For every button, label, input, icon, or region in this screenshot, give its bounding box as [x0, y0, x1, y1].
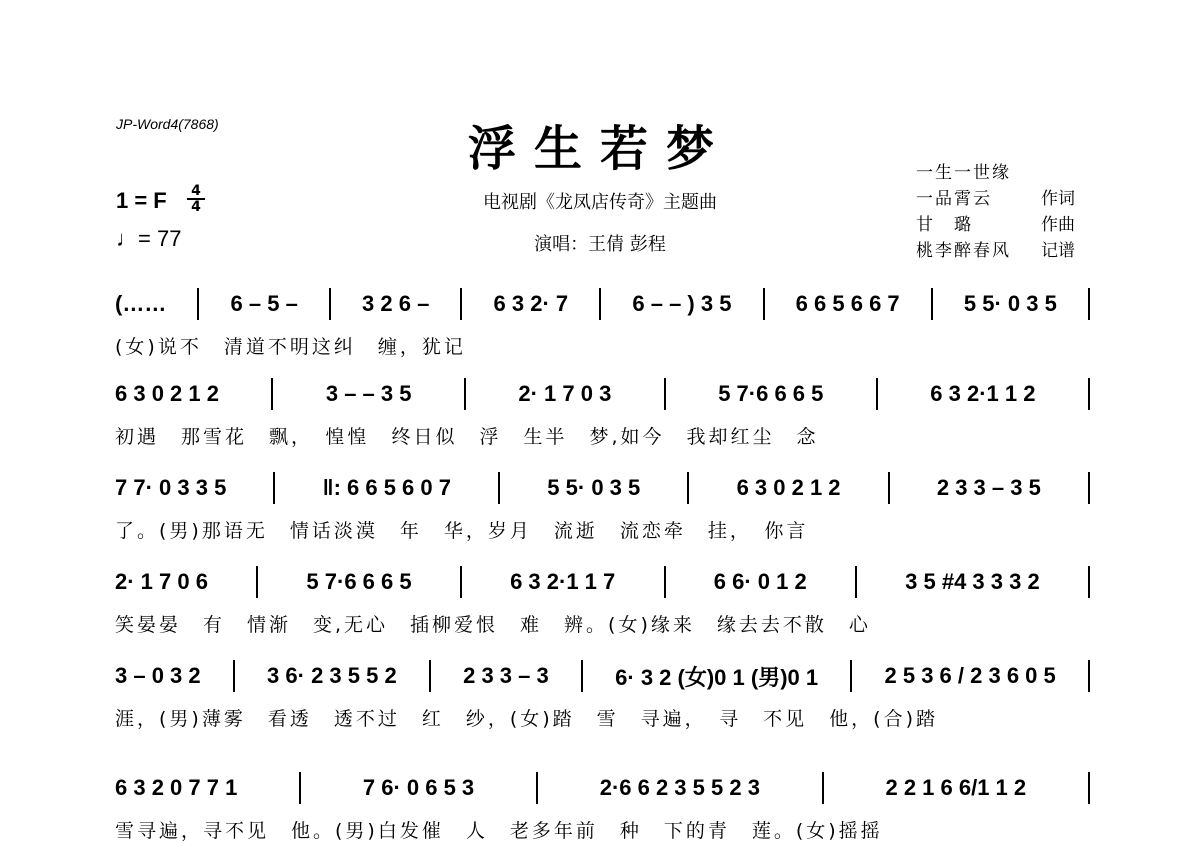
barline	[599, 288, 601, 320]
lyrics-line-3: 了。(男)那语无 情话淡漠 年 华，岁月 流逝 流恋牵 挂， 你言	[115, 520, 809, 542]
barline	[256, 566, 258, 598]
tempo-marking: ♩= 77	[116, 226, 182, 251]
transcriber-name: 桃李醉春风	[916, 241, 1011, 261]
notation-line-3	[115, 472, 1090, 504]
time-signature	[187, 184, 205, 214]
key-signature: 1 = F	[116, 188, 167, 213]
lyrics-line-4: 笑晏晏 有 情渐 变,无心 插柳爱恨 难 辨。(女)缘来 缘去去不散 心	[115, 614, 871, 636]
barline	[931, 288, 933, 320]
measure: 3 5 #4 3 3 3 2	[905, 569, 1040, 594]
barline	[1088, 772, 1090, 804]
time-signature-top: 4	[191, 183, 201, 199]
measure: (……	[115, 291, 167, 316]
measure: 6 6· 0 1 2	[713, 569, 807, 594]
transcriber-role: 记谱	[1041, 241, 1075, 261]
notation-line-6	[115, 772, 1090, 804]
measure: 6 3 2·1 1 7	[510, 569, 616, 594]
measure: 2 2 1 6 6/1 1 2	[885, 775, 1027, 800]
measure: 2· 1 7 0 3	[518, 381, 612, 406]
barline	[329, 288, 331, 320]
measure: 6 – – ) 3 5	[632, 291, 732, 316]
singers-line: 演唱：王倩 彭程	[534, 234, 666, 255]
barline	[664, 378, 666, 410]
barline	[1088, 660, 1090, 692]
lyrics-line-5: 涯，(男)薄雾 看透 透不过 红 纱，(女)踏 雪 寻遍， 寻 不见 他，(合)踏	[115, 708, 938, 730]
measure: 3 – – 3 5	[325, 381, 412, 406]
composer-role: 作曲	[1041, 215, 1075, 235]
barline	[536, 772, 538, 804]
measure: 3 2 6 –	[362, 291, 430, 316]
barline	[233, 660, 235, 692]
barline	[763, 288, 765, 320]
measure: 6· 3 2 (女)0 1 (男)0 1	[615, 664, 819, 690]
notation-line-5	[115, 660, 1090, 692]
measure: 3 – 0 3 2	[115, 663, 201, 688]
measure: 5 7·6 6 6 5	[306, 569, 412, 594]
software-watermark: JP-Word4(7868)	[116, 116, 219, 132]
barline	[822, 772, 824, 804]
measure: 7 6· 0 6 5 3	[362, 775, 475, 800]
barline	[197, 288, 199, 320]
barline	[850, 660, 852, 692]
barline	[498, 472, 500, 504]
lyrics-line-6: 雪寻遍，寻不见 他。(男)白发催 人 老多年前 种 下的青 莲。(女)摇摇	[115, 820, 883, 842]
measure: 2 3 3 – 3	[463, 663, 549, 688]
measure: 6 3 2·1 1 2	[930, 381, 1036, 406]
measure: 6 3 0 2 1 2	[736, 475, 841, 500]
composer-name: 甘 璐	[916, 215, 973, 235]
measure: 6 3 0 2 1 2	[115, 381, 219, 406]
measure: 5 5· 0 3 5	[547, 475, 641, 500]
lyrics-line-2: 初遇 那雪花 飘， 惶惶 终日似 浮 生半 梦,如今 我却红尘 念	[115, 426, 819, 448]
measure: 6 6 5 6 6 7	[795, 291, 900, 316]
lyrics-line-1: (女)说不 清道不明这纠 缠，犹记	[115, 336, 466, 358]
barline	[1088, 472, 1090, 504]
measure: 2 3 3 – 3 5	[936, 475, 1041, 500]
barline	[273, 472, 275, 504]
barline	[581, 660, 583, 692]
lyricist-name-1: 一生一世缘	[916, 163, 1011, 183]
lyricist-name-2: 一品霄云	[916, 189, 992, 209]
notation-line-2	[115, 378, 1090, 410]
measure: 3 6· 2 3 5 5 2	[267, 663, 397, 688]
barline	[299, 772, 301, 804]
notation-line-1	[115, 288, 1090, 320]
barline	[876, 378, 878, 410]
barline	[664, 566, 666, 598]
measure: 2·6 6 2 3 5 5 2 3	[599, 775, 760, 800]
measure: 6 – 5 –	[230, 291, 298, 316]
measure: 2· 1 7 0 6	[115, 569, 208, 594]
measure: ‖: 6 6 5 6 0 7	[322, 475, 451, 500]
time-signature-bottom: 4	[187, 198, 205, 214]
credits-block	[916, 160, 1075, 264]
lyricist-role: 作词	[1041, 189, 1075, 209]
measure: 6 3 2· 7	[493, 291, 569, 316]
barline	[1088, 288, 1090, 320]
barline	[888, 472, 890, 504]
barline	[429, 660, 431, 692]
notation-line-4	[115, 566, 1090, 598]
song-title: 浮生若梦	[467, 121, 732, 177]
barline	[855, 566, 857, 598]
measure: 5 7·6 6 6 5	[718, 381, 824, 406]
barline	[271, 378, 273, 410]
song-subtitle: 电视剧《龙凤店传奇》主题曲	[483, 192, 717, 213]
measure: 2 5 3 6 / 2 3 6 0 5	[884, 663, 1056, 688]
measure: 6 3 2 0 7 7 1	[115, 775, 238, 800]
barline	[460, 566, 462, 598]
measure: 5 5· 0 3 5	[963, 291, 1057, 316]
barline	[1088, 378, 1090, 410]
barline	[1088, 566, 1090, 598]
barline	[464, 378, 466, 410]
measure: 7 7· 0 3 3 5	[115, 475, 227, 500]
barline	[687, 472, 689, 504]
barline	[460, 288, 462, 320]
